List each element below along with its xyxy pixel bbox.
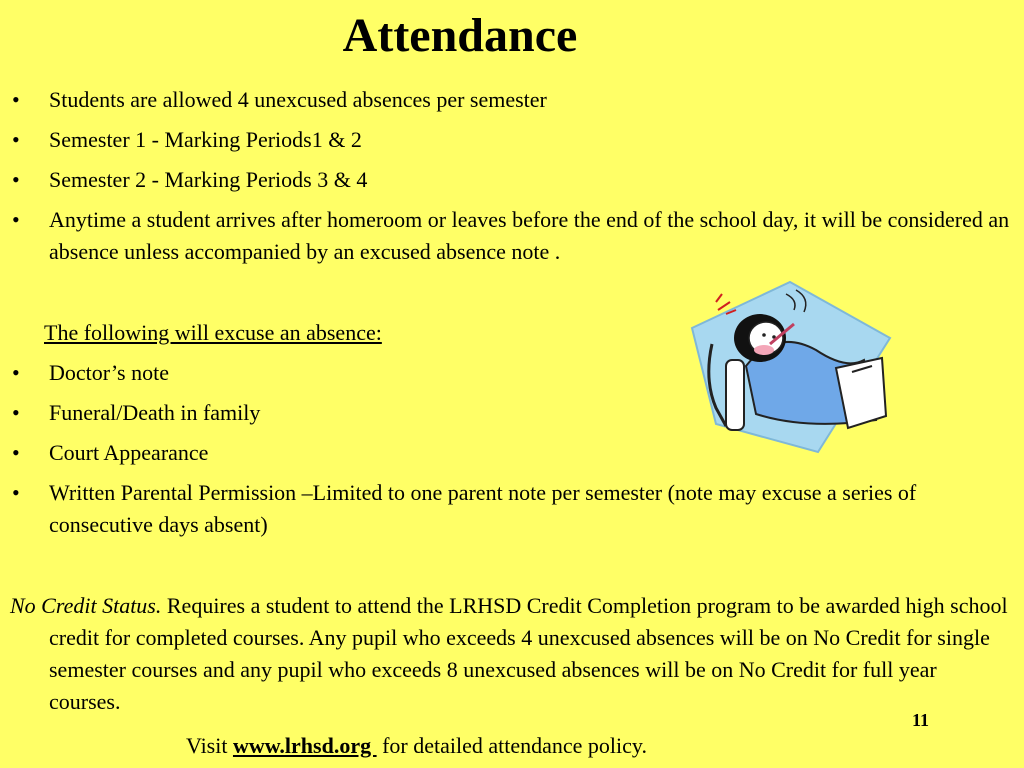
list-item: • Written Parental Permission –Limited to one parent note per semester (note may excuse a series of consecutive days absent) (0, 477, 990, 541)
visit-line (186, 730, 647, 762)
no-credit-paragraph (10, 590, 1010, 718)
list-item: • Funeral/Death in family (0, 397, 990, 429)
list-item: • Students are allowed 4 unexcused absences per semester (0, 84, 1010, 116)
excuse-heading: The following will excuse an absence: (44, 320, 382, 345)
sick-in-bed-clipart-icon (686, 280, 896, 455)
no-credit-text: Requires a student to attend the LRHSD Credit Completion program to be awarded high school credit for completed courses. Any pupil who exceeds 4 unexcused absences will be on No Credit for single semester courses and any pupil who exceeds 8 unexcused absences will be on No Credit for full year courses. (49, 593, 1008, 714)
list-item: • Doctor’s note (0, 357, 990, 389)
attendance-rules-list (0, 84, 1010, 276)
slide-title: Attendance (342, 9, 578, 62)
visit-prefix: Visit (186, 733, 233, 758)
lrhsd-link[interactable]: www.lrhsd.org (232, 733, 377, 758)
list-item: • Court Appearance (0, 437, 990, 469)
list-item: • Anytime a student arrives after homeroom or leaves before the end of the school day, it will be considered an absence unless accompanied by an excused absence note . (0, 204, 1010, 268)
list-item: • Semester 2 - Marking Periods 3 & 4 (0, 164, 1010, 196)
page-number: 11 (912, 710, 930, 730)
list-item: • Semester 1 - Marking Periods1 & 2 (0, 124, 1010, 156)
no-credit-lead: No Credit Status. (10, 593, 162, 618)
visit-suffix: for detailed attendance policy. (376, 733, 647, 758)
